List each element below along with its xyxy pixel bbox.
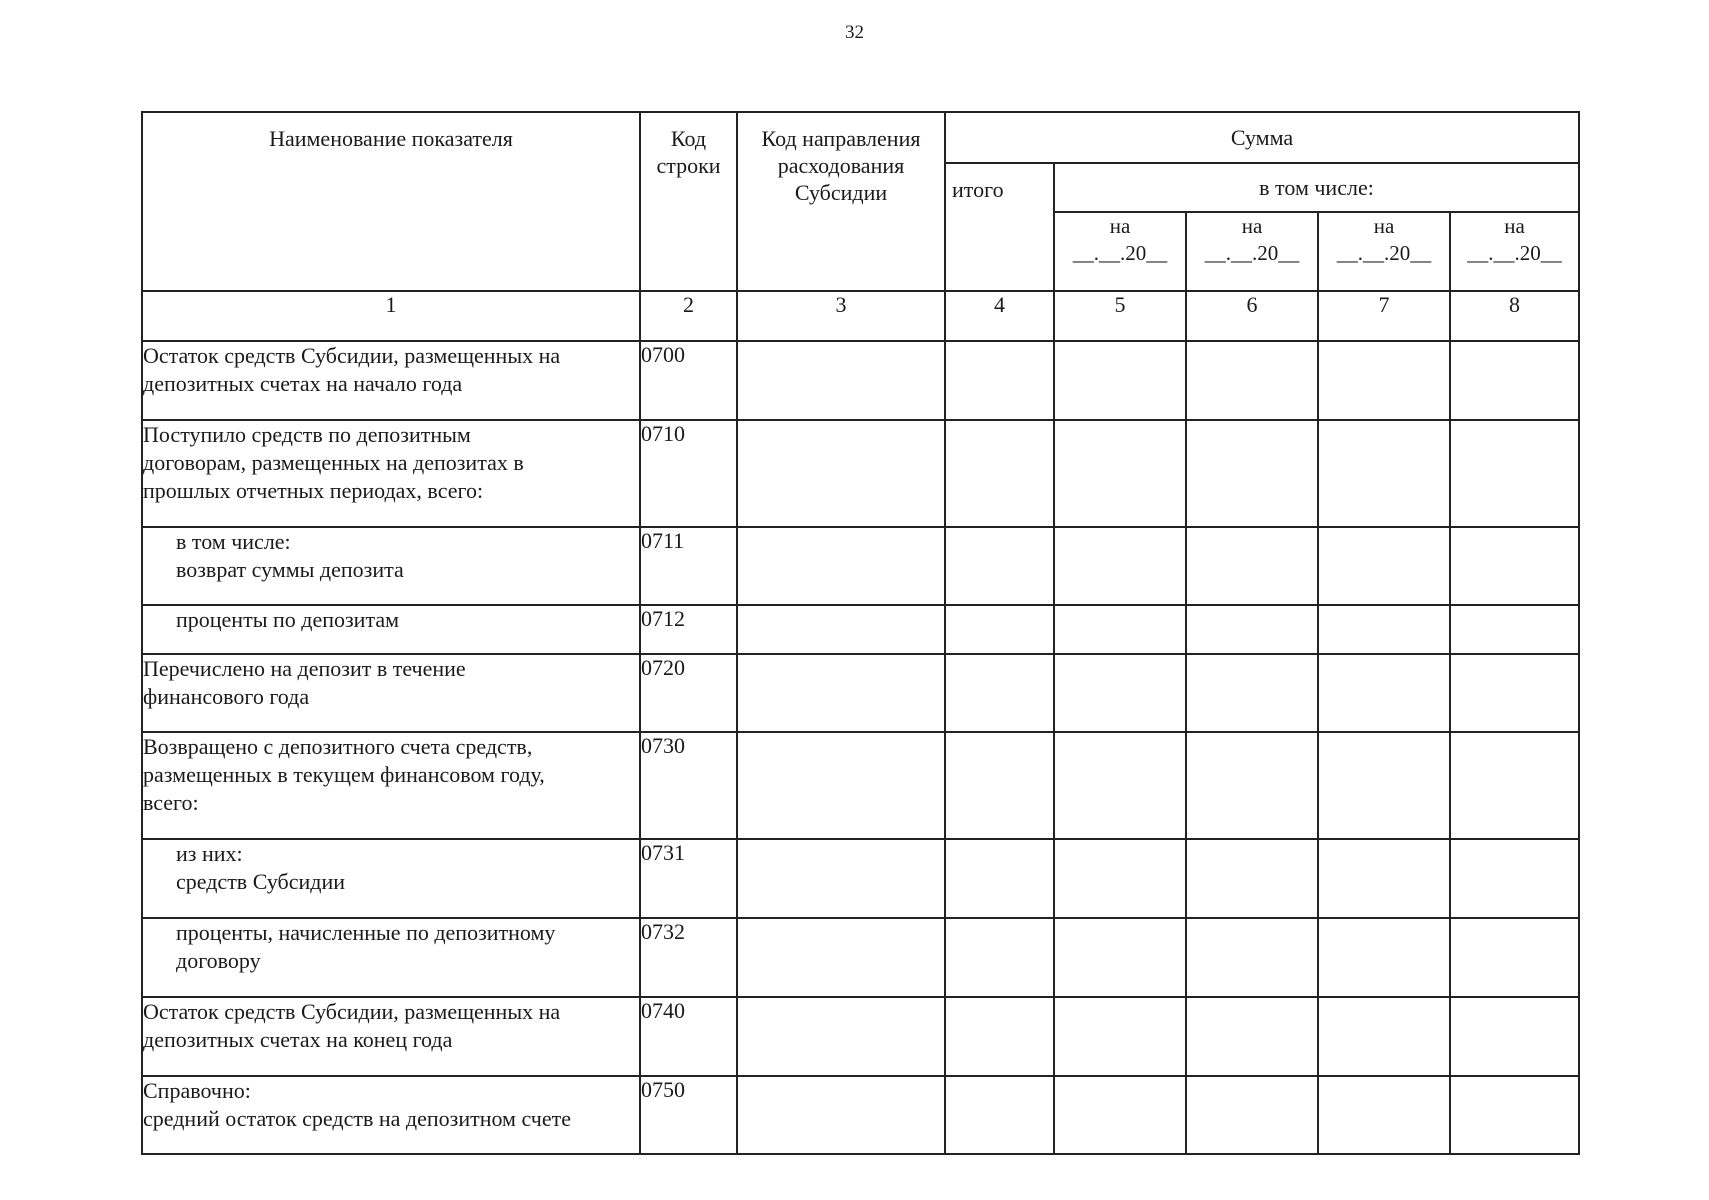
value-cell[interactable]	[737, 341, 945, 420]
value-cell[interactable]	[1450, 654, 1579, 732]
header-line-code-l1: Код	[670, 126, 707, 151]
value-cell[interactable]	[737, 918, 945, 997]
value-cell[interactable]	[1318, 732, 1450, 839]
date-col-8-l1: на	[1504, 214, 1525, 238]
date-col-7-l2: __.__.20__	[1336, 241, 1432, 265]
col-number: 7	[1318, 291, 1450, 341]
row-name-line: Остаток средств Субсидии, размещенных на	[143, 999, 561, 1024]
value-cell[interactable]	[1054, 420, 1186, 527]
page-number: 32	[845, 22, 864, 43]
value-cell[interactable]	[1450, 527, 1579, 605]
row-name-line: Возвращено с депозитного счета средств,	[143, 734, 533, 759]
row-name-line: Остаток средств Субсидии, размещенных на	[143, 343, 561, 368]
table-row	[142, 341, 1579, 420]
header-indicator-name: Наименование показателя	[142, 112, 640, 291]
row-name	[142, 420, 640, 527]
header-total: итого	[945, 163, 1054, 291]
header-date-col-8	[1450, 212, 1579, 291]
row-name	[142, 839, 640, 918]
row-code: 0700	[640, 341, 737, 420]
header-direction-l1: Код направления	[761, 126, 921, 151]
value-cell[interactable]	[1450, 420, 1579, 527]
row-name-line: договору	[176, 948, 261, 973]
header-direction-l3: Субсидии	[794, 180, 888, 205]
value-cell[interactable]	[945, 605, 1054, 654]
col-number: 5	[1054, 291, 1186, 341]
value-cell[interactable]	[1054, 918, 1186, 997]
header-date-col-5	[1054, 212, 1186, 291]
header-direction-code	[737, 112, 945, 291]
row-name	[142, 918, 640, 997]
row-name-line: проценты по депозитам	[176, 607, 400, 632]
value-cell[interactable]	[1186, 420, 1318, 527]
date-col-6-l2: __.__.20__	[1204, 241, 1300, 265]
value-cell[interactable]	[737, 997, 945, 1076]
value-cell[interactable]	[1054, 839, 1186, 918]
row-name-line: Справочно:	[143, 1078, 251, 1103]
row-name-line: размещенных в текущем финансовом году,	[143, 762, 545, 787]
row-code: 0740	[640, 997, 737, 1076]
value-cell[interactable]	[945, 341, 1054, 420]
value-cell[interactable]	[1318, 839, 1450, 918]
header-line-code-l2: строки	[656, 153, 721, 178]
value-cell[interactable]	[1318, 527, 1450, 605]
date-col-7-l1: на	[1373, 214, 1395, 238]
value-cell[interactable]	[1054, 341, 1186, 420]
value-cell[interactable]	[1450, 997, 1579, 1076]
row-name-line: из них:	[176, 841, 243, 866]
row-code: 0710	[640, 420, 737, 527]
value-cell[interactable]	[1054, 654, 1186, 732]
value-cell[interactable]	[1318, 1076, 1450, 1154]
table-row	[142, 527, 1579, 605]
table-row	[142, 918, 1579, 997]
header-direction-l2: расходования	[777, 153, 905, 178]
row-name	[142, 605, 640, 654]
row-code: 0720	[640, 654, 737, 732]
row-name	[142, 732, 640, 839]
row-code: 0750	[640, 1076, 737, 1154]
value-cell[interactable]	[1054, 605, 1186, 654]
value-cell[interactable]	[1186, 839, 1318, 918]
row-code: 0732	[640, 918, 737, 997]
table-row	[142, 732, 1579, 839]
row-code: 0711	[640, 527, 737, 605]
value-cell[interactable]	[945, 732, 1054, 839]
header-line-code	[640, 112, 737, 291]
col-number: 6	[1186, 291, 1318, 341]
row-code: 0731	[640, 839, 737, 918]
value-cell[interactable]	[1186, 732, 1318, 839]
value-cell[interactable]	[737, 654, 945, 732]
col-number: 8	[1450, 291, 1579, 341]
row-name-line: возврат суммы депозита	[176, 557, 404, 582]
row-name-line: средний остаток средств на депозитном счете	[143, 1106, 572, 1131]
value-cell[interactable]	[737, 1076, 945, 1154]
value-cell[interactable]	[737, 605, 945, 654]
header-row-1	[142, 112, 1579, 163]
col-number: 2	[640, 291, 737, 341]
value-cell[interactable]	[1186, 527, 1318, 605]
value-cell[interactable]	[1318, 654, 1450, 732]
value-cell[interactable]	[945, 527, 1054, 605]
row-name-line: депозитных счетах на начало года	[143, 371, 463, 396]
row-name-line: финансового года	[143, 684, 310, 709]
table-row	[142, 420, 1579, 527]
row-name-line: в том числе:	[176, 529, 291, 554]
value-cell[interactable]	[1318, 420, 1450, 527]
row-name	[142, 527, 640, 605]
row-name-line: средств Субсидии	[176, 869, 346, 894]
value-cell[interactable]	[1054, 732, 1186, 839]
value-cell[interactable]	[737, 839, 945, 918]
date-col-8-l2: __.__.20__	[1467, 241, 1562, 265]
value-cell[interactable]	[737, 527, 945, 605]
header-including: в том числе:	[1054, 163, 1579, 212]
row-code: 0730	[640, 732, 737, 839]
value-cell[interactable]	[1450, 918, 1579, 997]
row-name-line: всего:	[143, 790, 199, 815]
value-cell[interactable]	[1450, 1076, 1579, 1154]
value-cell[interactable]	[1054, 527, 1186, 605]
value-cell[interactable]	[945, 997, 1054, 1076]
row-name-line: договорам, размещенных на депозитах в	[143, 450, 524, 475]
header-date-col-7	[1318, 212, 1450, 291]
date-col-5-l1: на	[1109, 214, 1131, 238]
value-cell[interactable]	[1318, 997, 1450, 1076]
value-cell[interactable]	[1054, 1076, 1186, 1154]
value-cell[interactable]	[945, 1076, 1054, 1154]
value-cell[interactable]	[1318, 918, 1450, 997]
row-name-line: проценты, начисленные по депозитному	[176, 920, 556, 945]
table-row	[142, 605, 1579, 654]
value-cell[interactable]	[945, 839, 1054, 918]
date-col-6-l1: на	[1241, 214, 1263, 238]
row-name-line: Поступило средств по депозитным	[143, 422, 471, 447]
value-cell[interactable]	[1054, 997, 1186, 1076]
date-col-5-l2: __.__.20__	[1072, 241, 1168, 265]
table-row	[142, 1076, 1579, 1154]
value-cell[interactable]	[1186, 997, 1318, 1076]
row-name	[142, 654, 640, 732]
value-cell[interactable]	[1318, 341, 1450, 420]
row-name-line: Перечислено на депозит в течение	[143, 656, 466, 681]
row-name	[142, 1076, 640, 1154]
value-cell[interactable]	[945, 654, 1054, 732]
row-name-line: депозитных счетах на конец года	[143, 1027, 453, 1052]
row-name-line: прошлых отчетных периодах, всего:	[143, 478, 484, 503]
value-cell[interactable]	[1450, 732, 1579, 839]
row-name	[142, 341, 640, 420]
value-cell[interactable]	[1450, 341, 1579, 420]
column-numbers-row	[142, 291, 1579, 341]
row-name	[142, 997, 640, 1076]
value-cell[interactable]	[945, 918, 1054, 997]
value-cell[interactable]	[1450, 839, 1579, 918]
table-row	[142, 654, 1579, 732]
header-sum: Сумма	[945, 112, 1579, 163]
col-number: 4	[945, 291, 1054, 341]
col-number: 3	[737, 291, 945, 341]
deposit-report-table	[141, 111, 1580, 1155]
value-cell[interactable]	[737, 420, 945, 527]
value-cell[interactable]	[1186, 1076, 1318, 1154]
value-cell[interactable]	[1318, 605, 1450, 654]
header-date-col-6	[1186, 212, 1318, 291]
value-cell[interactable]	[1186, 918, 1318, 997]
table-row	[142, 997, 1579, 1076]
value-cell[interactable]	[1450, 605, 1579, 654]
value-cell[interactable]	[1186, 341, 1318, 420]
value-cell[interactable]	[945, 420, 1054, 527]
value-cell[interactable]	[737, 732, 945, 839]
row-code: 0712	[640, 605, 737, 654]
col-number: 1	[142, 291, 640, 341]
value-cell[interactable]	[1186, 605, 1318, 654]
value-cell[interactable]	[1186, 654, 1318, 732]
table-row	[142, 839, 1579, 918]
